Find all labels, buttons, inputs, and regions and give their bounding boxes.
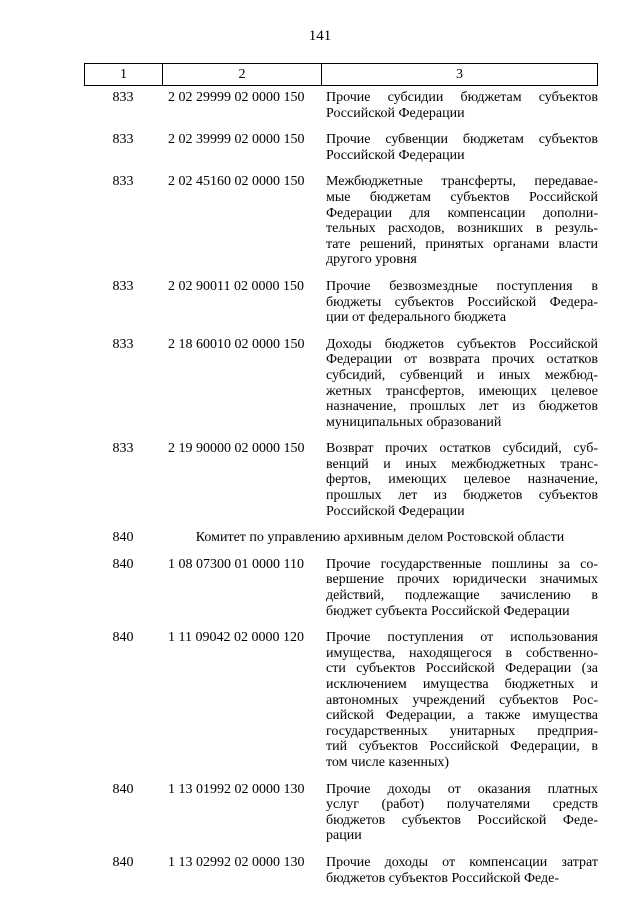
budget-code: 2 02 45160 02 0000 150 xyxy=(168,174,305,190)
budget-code: 2 02 90011 02 0000 150 xyxy=(168,278,304,294)
description-line: Возврат прочих остатков субсидий, суб- xyxy=(326,441,598,457)
description-line: прошлых лет из бюджетов субъектов xyxy=(326,488,598,504)
header-col-3: 3 xyxy=(456,67,463,82)
income-description xyxy=(326,630,598,770)
description-line: Прочие субвенции бюджетам субъектов xyxy=(326,132,598,148)
description-line: назначение, прошлых лет из бюджетов xyxy=(326,399,598,415)
budget-code: 1 08 07300 01 0000 110 xyxy=(168,556,304,572)
table-row xyxy=(84,132,598,163)
description-line: автономных учреждений субъектов Рос- xyxy=(326,692,598,708)
description-line: венций и иных межбюджетных транс- xyxy=(326,456,598,472)
description-line: Прочие доходы от компенсации затрат xyxy=(326,854,598,870)
description-line: Федерации для компенсации дополни- xyxy=(326,205,598,221)
table-row xyxy=(84,557,598,619)
budget-code: 2 02 29999 02 0000 150 xyxy=(168,90,305,105)
admin-code: 833 xyxy=(112,174,134,190)
income-description xyxy=(326,174,598,268)
description-line: услуг (работ) получателями средств xyxy=(326,797,598,813)
table-header xyxy=(84,63,598,86)
description-line: фертов, имеющих целевое назначение, xyxy=(326,472,598,488)
description-line: Прочие поступления от использования xyxy=(326,630,598,646)
description-line: жетных трансфертов, имеющих целевое xyxy=(326,383,598,399)
description-line: другого уровня xyxy=(326,252,417,268)
admin-code: 833 xyxy=(112,336,134,352)
income-description xyxy=(326,557,598,619)
admin-code: 840 xyxy=(112,530,134,546)
income-description xyxy=(326,855,598,886)
income-description xyxy=(326,279,598,326)
budget-code: 2 18 60010 02 0000 150 xyxy=(168,336,305,352)
income-description xyxy=(326,337,598,431)
budget-code: 1 13 02992 02 0000 130 xyxy=(168,854,305,870)
description-line: Российской Федерации xyxy=(326,147,465,163)
header-col-2: 2 xyxy=(163,64,322,85)
description-line: имущества, находящегося в собственно- xyxy=(326,645,598,661)
budget-code: 1 13 01992 02 0000 130 xyxy=(168,781,305,797)
budget-code: 2 19 90000 02 0000 150 xyxy=(168,441,305,457)
page-number: 141 xyxy=(308,28,332,44)
table-row xyxy=(84,174,598,268)
table-row xyxy=(84,90,598,121)
description-line: вершение прочих юридически значимых xyxy=(326,572,598,588)
description-line: сийской Федерации, а также имущества xyxy=(326,708,598,724)
section-heading: Комитет по управлению архивным делом Ростовской области xyxy=(195,530,565,546)
description-line: бюджетов субъектов Российской Феде- xyxy=(326,812,598,828)
description-line: Федерации от возврата прочих остатков xyxy=(326,352,598,368)
admin-code: 833 xyxy=(112,132,134,148)
admin-code: 840 xyxy=(112,781,134,797)
description-line: действий, подлежащие зачислению в xyxy=(326,588,598,604)
budget-code: 2 02 39999 02 0000 150 xyxy=(168,132,305,148)
description-line: бюджет субъекта Российской Федерации xyxy=(326,603,570,619)
description-line: субсидий, субвенций и иных межбюд- xyxy=(326,367,598,383)
description-line: том числе казенных) xyxy=(326,754,450,770)
description-line: тий субъектов Российской Федерации, в xyxy=(326,739,598,755)
description-line: рации xyxy=(326,828,362,844)
table-row xyxy=(84,441,598,519)
description-line: Прочие безвозмездные поступления в xyxy=(326,278,598,294)
income-description xyxy=(326,441,598,519)
admin-code: 833 xyxy=(112,441,134,457)
description-line: государственных унитарных предприя- xyxy=(326,723,598,739)
description-line: муниципальных образований xyxy=(326,414,502,430)
table-row xyxy=(84,279,598,326)
description-line: бюджеты субъектов Российской Федера- xyxy=(326,294,598,310)
description-line: тате решений, принятых органами власти xyxy=(326,236,598,252)
description-line: тельных расходов, возникших в резуль- xyxy=(326,221,598,237)
admin-code: 840 xyxy=(112,854,134,870)
description-line: исключением имущества бюджетных и xyxy=(326,677,598,692)
description-line: Прочие государственные пошлины за со- xyxy=(326,556,598,572)
description-line: мые бюджетам субъектов Российской xyxy=(326,189,598,205)
income-description xyxy=(326,90,598,121)
description-line: Прочие субсидии бюджетам субъектов xyxy=(326,90,598,105)
description-line: бюджетов субъектов Российской Феде- xyxy=(326,870,560,886)
description-line: сти субъектов Российской Федерации (за xyxy=(326,661,598,677)
table-body xyxy=(84,90,598,897)
admin-code: 833 xyxy=(112,90,134,105)
income-description xyxy=(326,132,598,163)
description-line: Межбюджетные трансферты, передавае- xyxy=(326,174,598,190)
budget-code: 1 11 09042 02 0000 120 xyxy=(168,630,304,646)
table-row xyxy=(84,630,598,770)
description-line: Доходы бюджетов субъектов Российской xyxy=(326,336,598,352)
description-line: ции от федерального бюджета xyxy=(326,310,507,326)
table-row xyxy=(84,337,598,431)
table-row xyxy=(84,782,598,844)
description-line: Прочие доходы от оказания платных xyxy=(326,781,598,797)
admin-code: 840 xyxy=(112,630,134,646)
admin-code: 833 xyxy=(112,278,134,294)
admin-code: 840 xyxy=(112,556,134,572)
description-line: Российской Федерации xyxy=(326,105,465,121)
table-row xyxy=(84,855,598,886)
description-line: Российской Федерации xyxy=(326,503,465,519)
header-col-1: 1 xyxy=(85,64,163,85)
income-description xyxy=(326,782,598,844)
section-heading-row xyxy=(84,530,598,546)
